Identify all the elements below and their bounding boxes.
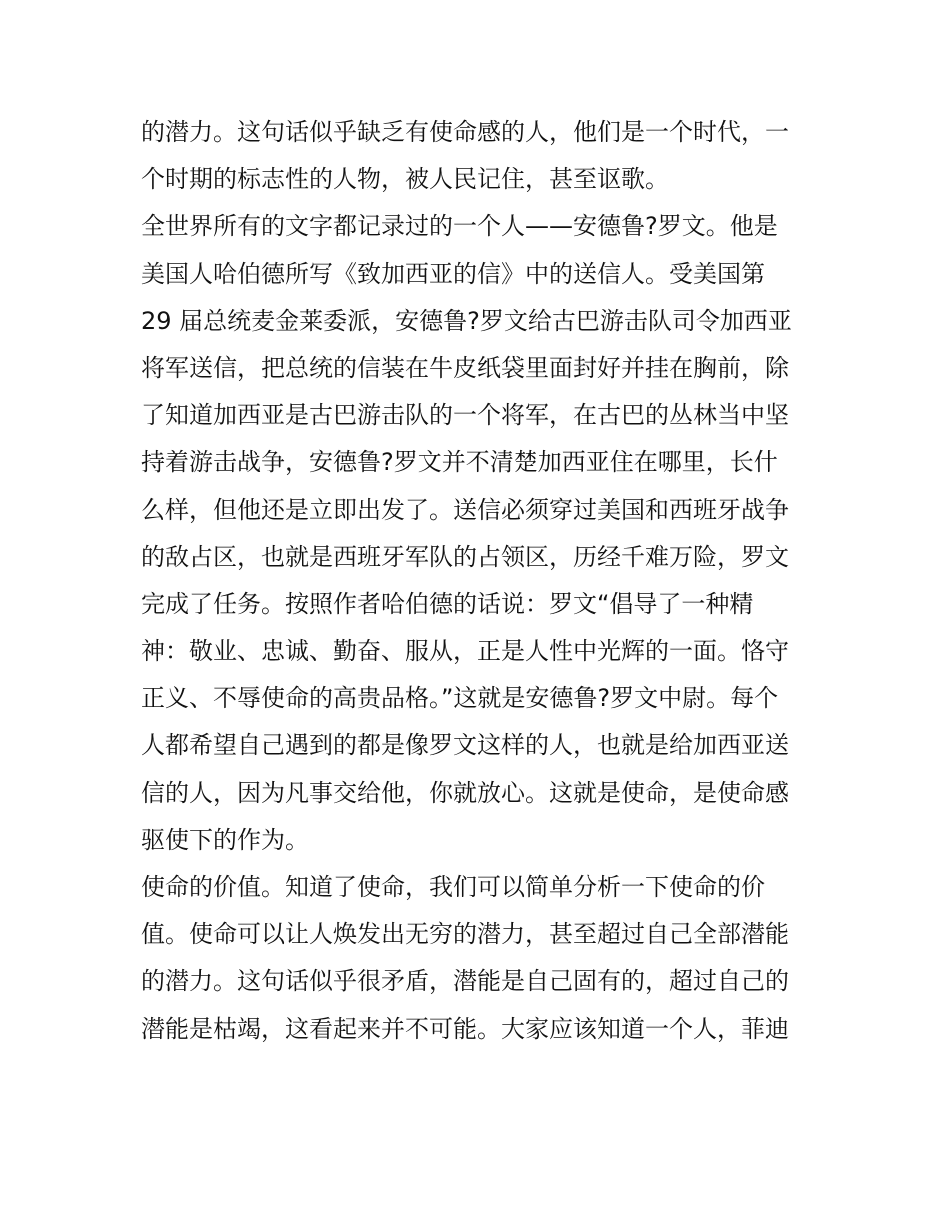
text-line: 29 届总统麦金莱委派，安德鲁?罗文给古巴游击队司令加西亚 bbox=[141, 306, 792, 335]
text-line: 个时期的标志性的人物，被人民记住，甚至讴歌。 bbox=[141, 165, 669, 194]
text-line: 了知道加西亚是古巴游击队的一个将军，在古巴的丛林当中坚 bbox=[141, 401, 789, 430]
text-line: 正义、不辱使命的高贵品格。”这就是安德鲁?罗文中尉。每个 bbox=[141, 684, 779, 713]
text-line: 潜能是枯竭，这看起来并不可能。大家应该知道一个人，菲迪 bbox=[141, 1014, 789, 1043]
text-line: 使命的价值。知道了使命，我们可以简单分析一下使命的价 bbox=[141, 873, 765, 901]
body-text bbox=[141, 109, 821, 1053]
text-line: 完成了任务。按照作者哈伯德的话说：罗文“倡导了一种精 bbox=[141, 589, 754, 618]
text-line: 驱使下的作为。 bbox=[141, 825, 309, 854]
text-line: 的潜力。这句话似乎很矛盾，潜能是自己固有的，超过自己的 bbox=[141, 967, 789, 996]
text-line: 神：敬业、忠诚、勤奋、服从，正是人性中光辉的一面。恪守 bbox=[141, 637, 789, 666]
text-line: 人都希望自己遇到的都是像罗文这样的人，也就是给加西亚送 bbox=[141, 731, 789, 760]
text-line: 值。使命可以让人焕发出无穷的潜力，甚至超过自己全部潜能 bbox=[141, 920, 789, 949]
text-line: 美国人哈伯德所写《致加西亚的信》中的送信人。受美国第 bbox=[141, 259, 765, 288]
text-line: 全世界所有的文字都记录过的一个人——安德鲁?罗文。他是 bbox=[141, 212, 778, 241]
text-line: 么样，但他还是立即出发了。送信必须穿过美国和西班牙战争 bbox=[141, 495, 789, 524]
text-line: 的敌占区，也就是西班牙军队的占领区，历经千难万险，罗文 bbox=[141, 542, 789, 571]
text-line: 信的人，因为凡事交给他，你就放心。这就是使命，是使命感 bbox=[141, 778, 789, 807]
text-line: 的潜力。这句话似乎缺乏有使命感的人，他们是一个时代，一 bbox=[141, 118, 789, 146]
text-line: 将军送信，把总统的信装在牛皮纸袋里面封好并挂在胸前，除 bbox=[141, 353, 789, 382]
text-line: 持着游击战争，安德鲁?罗文并不清楚加西亚住在哪里，长什 bbox=[141, 448, 778, 477]
